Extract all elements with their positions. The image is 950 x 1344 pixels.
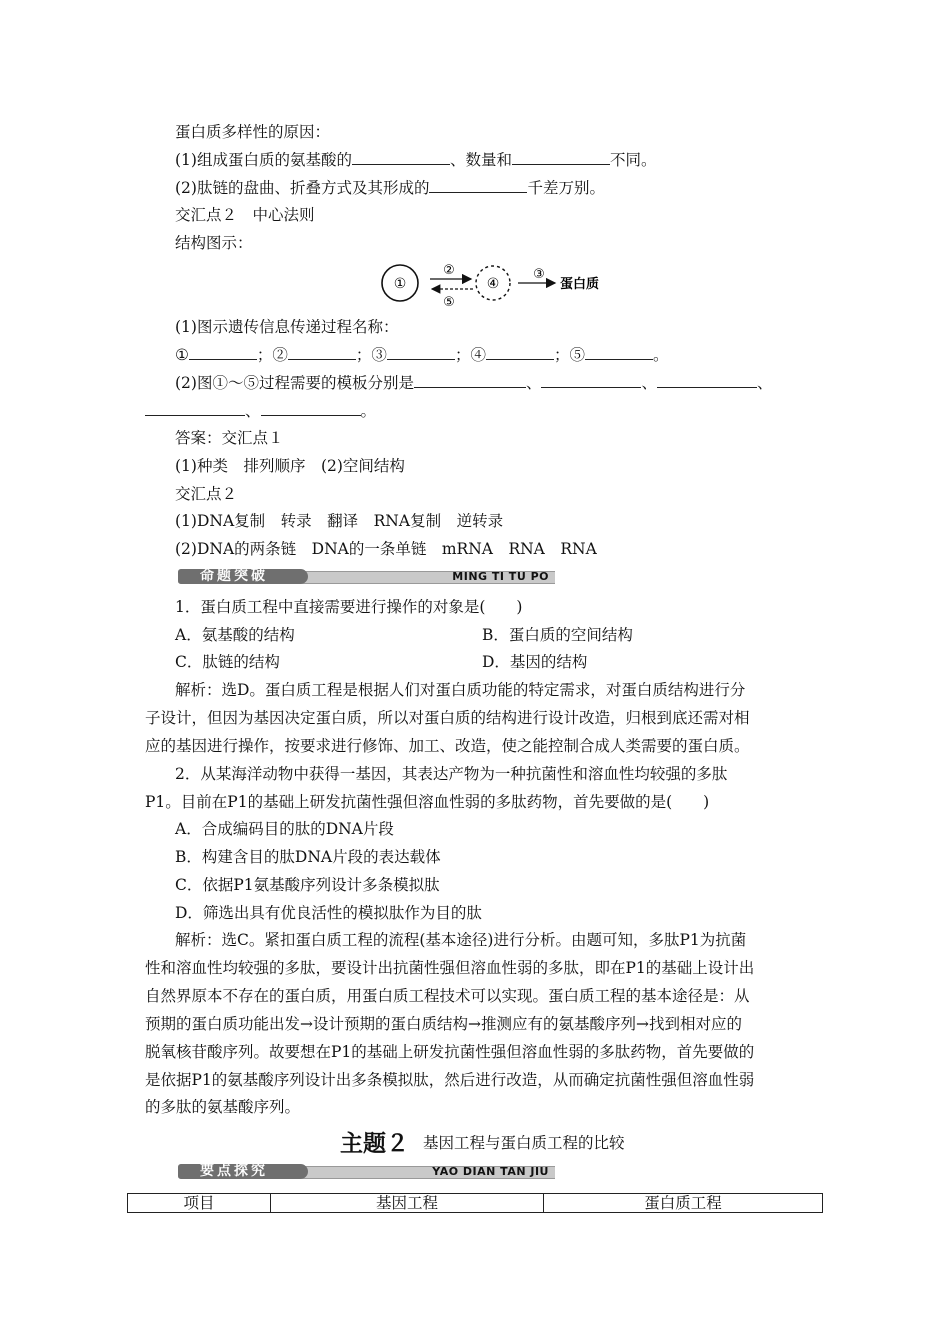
text-span: 、 bbox=[245, 402, 261, 420]
answer-line bbox=[175, 428, 284, 448]
question-stem bbox=[175, 764, 727, 784]
text-span: 交汇点２ 中心法则 bbox=[175, 206, 315, 224]
text-span: 1．蛋白质工程中直接需要进行操作的对象是( ) bbox=[175, 598, 523, 616]
answer-blank[interactable] bbox=[585, 345, 653, 360]
option-a[interactable] bbox=[175, 819, 394, 839]
text-span: 应的基因进行操作，按要求进行修饰、加工、改造，使之能控制合成人类需要的蛋白质。 bbox=[145, 737, 750, 755]
text-span: A．氨基酸的结构 bbox=[175, 626, 295, 644]
option-d[interactable] bbox=[482, 652, 587, 672]
explanation-line bbox=[145, 708, 750, 728]
text-span: (1)图示遗传信息传递过程名称： bbox=[175, 318, 399, 336]
text-span: 。 bbox=[360, 402, 377, 420]
question-stem bbox=[145, 792, 709, 812]
answer-blank[interactable] bbox=[352, 150, 450, 165]
section-banner-ming-ti-tu-po bbox=[178, 569, 555, 584]
text-span: C．肽链的结构 bbox=[175, 653, 280, 671]
explanation-line bbox=[145, 1014, 742, 1034]
node-3-label: ③ bbox=[533, 267, 545, 282]
node-1-label: ① bbox=[393, 276, 407, 292]
fill-blank-line bbox=[175, 178, 605, 198]
answer-blank[interactable] bbox=[189, 345, 257, 360]
question-stem bbox=[175, 597, 522, 617]
answer-line bbox=[175, 539, 597, 559]
text-span: 脱氧核苷酸序列。故要想在P1的基础上研发抗菌性强但溶血性弱的多肽药物，首先要做的 bbox=[145, 1043, 755, 1061]
option-c[interactable] bbox=[175, 652, 280, 672]
text-span: 2．从某海洋动物中获得一基因，其表达产物为一种抗菌性和溶血性均较强的多肽 bbox=[175, 765, 728, 783]
text-span: 。 bbox=[652, 346, 669, 364]
fill-blank-line bbox=[175, 150, 657, 170]
comparison-table bbox=[127, 1193, 823, 1213]
text-span: ；② bbox=[256, 346, 288, 364]
text-span: 、 bbox=[757, 374, 773, 392]
option-d[interactable] bbox=[175, 903, 482, 923]
text-span: D．筛选出具有优良活性的模拟肽作为目的肽 bbox=[175, 904, 482, 922]
text-span: 千差万别。 bbox=[527, 179, 605, 197]
topic-number: 主题２ bbox=[340, 1131, 409, 1157]
fill-blank-line bbox=[175, 345, 668, 365]
answer-blank[interactable] bbox=[387, 345, 455, 360]
answer-blank[interactable] bbox=[288, 345, 356, 360]
text-span: ；⑤ bbox=[553, 346, 585, 364]
explanation-line bbox=[145, 1070, 754, 1090]
text-span: 、 bbox=[641, 374, 657, 392]
section-banner-yao-dian-tan-jiu bbox=[178, 1164, 555, 1179]
text-span: 不同。 bbox=[609, 151, 657, 169]
text-span: 解析：选C。紧扣蛋白质工程的流程(基本途径)进行分析。由题可知，多肽P1为抗菌 bbox=[175, 931, 747, 949]
explanation-line bbox=[175, 680, 745, 700]
text-span: (2)DNA的两条链 DNA的一条单链 mRNA RNA RNA bbox=[175, 540, 597, 558]
explanation-line bbox=[145, 736, 750, 756]
answer-blank[interactable] bbox=[145, 401, 245, 416]
explanation-line bbox=[145, 958, 754, 978]
text-span: C．依据P1氨基酸序列设计多条模拟肽 bbox=[175, 876, 440, 894]
text-span: (1)DNA复制 转录 翻译 RNA复制 逆转录 bbox=[175, 512, 504, 530]
text-span: (1)组成蛋白质的氨基酸的 bbox=[175, 151, 352, 169]
text-line bbox=[175, 122, 330, 142]
text-span: 蛋白质多样性的原因： bbox=[175, 123, 331, 141]
text-span: 性和溶血性均较强的多肽，要设计出抗菌性强但溶血性弱的多肽，即在P1的基础上设计出 bbox=[145, 959, 755, 977]
explanation-line bbox=[145, 1042, 754, 1062]
text-span: (1)种类 排列顺序 (2)空间结构 bbox=[175, 457, 405, 475]
banner-title: 要点探究 bbox=[178, 1164, 308, 1179]
text-span: D．基因的结构 bbox=[482, 653, 588, 671]
explanation-line bbox=[175, 930, 746, 950]
node-2-label: ② bbox=[443, 263, 455, 278]
answer-blank[interactable] bbox=[657, 373, 757, 388]
text-span: 的多肽的氨基酸序列。 bbox=[145, 1098, 301, 1116]
node-5-label: ⑤ bbox=[443, 295, 455, 310]
answer-blank[interactable] bbox=[541, 373, 641, 388]
explanation-line bbox=[145, 1097, 300, 1117]
text-span: (2)图①～⑤过程需要的模板分别是 bbox=[175, 374, 414, 392]
answer-blank[interactable] bbox=[414, 373, 526, 388]
text-span: 、 bbox=[525, 374, 542, 392]
node-4-label: ④ bbox=[486, 276, 500, 292]
text-span: B．构建含目的肽DNA片段的表达载体 bbox=[175, 848, 441, 866]
text-span: 答案：交汇点１ bbox=[175, 429, 284, 447]
fill-blank-line bbox=[145, 401, 376, 421]
text-line bbox=[175, 233, 253, 253]
explanation-line bbox=[145, 986, 750, 1006]
answer-line bbox=[175, 456, 405, 476]
text-span: (2)肽链的盘曲、折叠方式及其形成的 bbox=[175, 179, 430, 197]
text-span: 解析：选D。蛋白质工程是根据人们对蛋白质功能的特定需求，对蛋白质结构进行分 bbox=[175, 681, 746, 699]
header-cell: 蛋白质工程 bbox=[544, 1194, 823, 1213]
text-span: 自然界原本不存在的蛋白质，用蛋白质工程技术可以实现。蛋白质工程的基本途径是：从 bbox=[145, 987, 750, 1005]
header-cell: 基因工程 bbox=[271, 1194, 544, 1213]
text-span: ；④ bbox=[454, 346, 486, 364]
option-c[interactable] bbox=[175, 875, 440, 895]
text-span: 子设计，但因为基因决定蛋白质，所以对蛋白质的结构进行设计改造，归根到底还需对相 bbox=[145, 709, 750, 727]
option-a[interactable] bbox=[175, 625, 295, 645]
answer-line bbox=[175, 484, 237, 504]
banner-pinyin: YAO DIAN TAN JIU bbox=[432, 1165, 549, 1178]
central-dogma-diagram bbox=[375, 260, 615, 312]
text-line bbox=[175, 317, 398, 337]
protein-label: 蛋白质 bbox=[560, 277, 600, 292]
answer-line bbox=[175, 511, 503, 531]
text-span: 预期的蛋白质功能出发→设计预期的蛋白质结构→推测应有的氨基酸序列→找到相对应的 bbox=[145, 1015, 742, 1033]
text-span: A．合成编码目的肽的DNA片段 bbox=[175, 820, 394, 838]
answer-blank[interactable] bbox=[261, 401, 361, 416]
topic-title: 基因工程与蛋白质工程的比较 bbox=[423, 1133, 625, 1152]
table-header-row bbox=[128, 1194, 823, 1213]
text-span: 交汇点２ bbox=[175, 485, 238, 503]
banner-title: 命题突破 bbox=[178, 569, 308, 584]
text-span: ；③ bbox=[355, 346, 387, 364]
answer-blank[interactable] bbox=[486, 345, 554, 360]
option-b[interactable] bbox=[175, 847, 441, 867]
text-span: ① bbox=[175, 346, 189, 364]
section-label bbox=[175, 205, 315, 225]
text-span: P1。目前在P1的基础上研发抗菌性强但溶血性弱的多肽药物，首先要做的是( ) bbox=[145, 793, 710, 811]
text-span: 是依据P1的氨基酸序列设计出多条模拟肽，然后进行改造，从而确定抗菌性强但溶血性弱 bbox=[145, 1071, 755, 1089]
fill-blank-line bbox=[175, 373, 773, 393]
topic-heading bbox=[340, 1125, 625, 1158]
banner-pinyin: MING TI TU PO bbox=[452, 570, 549, 583]
text-span: 结构图示： bbox=[175, 234, 253, 252]
text-span: 、数量和 bbox=[449, 151, 512, 169]
header-cell: 项目 bbox=[128, 1194, 271, 1213]
option-b[interactable] bbox=[482, 625, 633, 645]
answer-blank[interactable] bbox=[512, 150, 610, 165]
answer-blank[interactable] bbox=[429, 178, 527, 193]
text-span: B．蛋白质的空间结构 bbox=[482, 626, 633, 644]
